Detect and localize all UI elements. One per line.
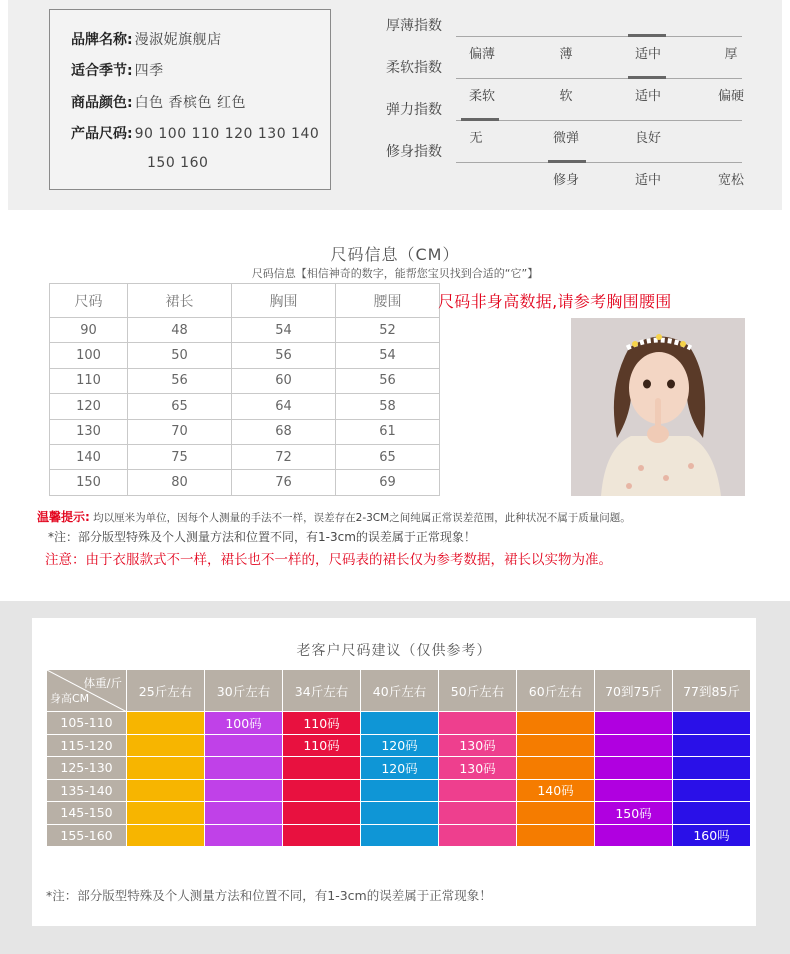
size-suggestion-cell: [595, 734, 673, 757]
cell: 56: [128, 368, 232, 393]
fit-option: 适中: [634, 173, 662, 188]
cell: 120: [50, 394, 128, 419]
size-suggestion-cell: [673, 712, 751, 735]
header-chest: 胸围: [232, 284, 336, 318]
softness-option: 软: [559, 89, 573, 104]
size-suggestion-cell: [439, 802, 517, 825]
size-suggestion-cell: [439, 712, 517, 735]
height-label: 125-130: [47, 757, 127, 780]
suggestion-note: *注：部分版型特殊及个人测量方法和位置不同，有1-3cm的误差属于正常现象！: [46, 888, 492, 903]
cell: 72: [232, 444, 336, 469]
size-suggestion-cell: [517, 712, 595, 735]
size-info-subtitle: 尺码信息【相信神奇的数字，能帮您宝贝找到合适的“它”】: [251, 267, 539, 280]
size-suggestion-cell: [283, 757, 361, 780]
model-photo: [571, 318, 745, 496]
corner-header: [47, 670, 127, 712]
cell: 76: [232, 470, 336, 495]
size-suggestion-cell: 160吗: [673, 824, 751, 847]
size-value-cont: 150 160: [147, 155, 209, 171]
softness-option: 柔软: [468, 89, 496, 104]
cell: 110: [50, 368, 128, 393]
suggestion-grid: [46, 669, 751, 847]
size-suggestion-cell: [673, 757, 751, 780]
suggestion-row: [47, 734, 751, 757]
weight-header: 70到75斤: [595, 670, 673, 712]
warm-tip-label: 温馨提示:: [37, 510, 90, 524]
weight-header: 60斤左右: [517, 670, 595, 712]
table-row: [50, 368, 440, 393]
product-attributes-panel: [8, 0, 782, 210]
season-key: 适合季节:: [71, 63, 133, 79]
cell: 69: [336, 470, 440, 495]
product-info-box: [49, 9, 331, 190]
size-table-header: [50, 284, 440, 318]
elasticity-option: 微弹: [552, 131, 580, 146]
table-row: [50, 444, 440, 469]
weight-header: 50斤左右: [439, 670, 517, 712]
cell: 50: [128, 343, 232, 368]
brand-key: 品牌名称:: [71, 32, 133, 48]
size-table: [49, 283, 440, 496]
table-row: [50, 318, 440, 343]
size-suggestion-cell: [361, 712, 439, 735]
corner-height-label: 身高CM: [50, 692, 90, 705]
size-suggestion-cell: 100码: [205, 712, 283, 735]
measurement-note: *注：部分版型特殊及个人测量方法和位置不同，有1-3cm的误差属于正常现象！: [48, 530, 476, 544]
thickness-option: 薄: [559, 47, 573, 62]
cell: 150: [50, 470, 128, 495]
fit-index-label: 修身指数: [386, 144, 442, 160]
size-suggestion-cell: [517, 734, 595, 757]
cell: 130: [50, 419, 128, 444]
cell: 56: [232, 343, 336, 368]
skirt-length-notice: 注意：由于衣服款式不一样，裙长也不一样的，尺码表的裙长仅为参考数据，裙长以实物为准。: [45, 552, 612, 568]
thickness-marker: [628, 34, 666, 37]
fit-option: 宽松: [717, 173, 745, 188]
cell: 56: [336, 368, 440, 393]
size-suggestion-cell: [127, 802, 205, 825]
cell: 100: [50, 343, 128, 368]
customer-suggestion-section: [0, 601, 790, 954]
weight-header: 40斤左右: [361, 670, 439, 712]
size-value: 90 100 110 120 130 140: [134, 126, 320, 142]
cell: 90: [50, 318, 128, 343]
color-row: [71, 92, 246, 112]
size-suggestion-cell: [361, 802, 439, 825]
size-suggestion-cell: [517, 824, 595, 847]
thickness-index-label: 厚薄指数: [386, 18, 442, 34]
cell: 64: [232, 394, 336, 419]
height-label: 135-140: [47, 779, 127, 802]
cell: 140: [50, 444, 128, 469]
size-suggestion-cell: [205, 779, 283, 802]
cell: 75: [128, 444, 232, 469]
size-suggestion-cell: [205, 757, 283, 780]
cell: 60: [232, 368, 336, 393]
size-suggestion-cell: [361, 779, 439, 802]
elasticity-marker: [461, 118, 499, 121]
elasticity-index-label: 弹力指数: [386, 102, 442, 118]
suggestion-row: [47, 779, 751, 802]
cell: 54: [336, 343, 440, 368]
size-suggestion-cell: [205, 802, 283, 825]
season-row: [71, 60, 164, 80]
size-suggestion-cell: 130码: [439, 734, 517, 757]
softness-option: 偏硬: [717, 89, 745, 104]
suggestion-card: [32, 618, 756, 926]
cell: 52: [336, 318, 440, 343]
color-value: 白色 香槟色 红色: [134, 95, 247, 111]
size-suggestion-cell: [595, 712, 673, 735]
fit-scale-line: [456, 162, 742, 163]
thickness-option: 偏薄: [468, 47, 496, 62]
warm-tip: [37, 508, 631, 525]
size-suggestion-cell: [673, 779, 751, 802]
cell: 68: [232, 419, 336, 444]
size-suggestion-cell: [283, 779, 361, 802]
suggestion-row: [47, 824, 751, 847]
cell: 65: [336, 444, 440, 469]
fit-option: 修身: [552, 173, 580, 188]
size-info-title: 尺码信息（CM）: [330, 245, 460, 264]
size-suggestion-cell: [517, 802, 595, 825]
size-row-cont: [145, 155, 208, 171]
height-label: 105-110: [47, 712, 127, 735]
header-size: 尺码: [50, 284, 128, 318]
warm-tip-text: 均以厘米为单位，因每个人测量的手法不一样，误差存在2-3CM之间纯属正常误差范围，此种状况不属于质量问题。: [89, 512, 631, 524]
thickness-option: 适中: [634, 47, 662, 62]
thickness-option: 厚: [724, 47, 738, 62]
header-waist: 腰围: [336, 284, 440, 318]
size-suggestion-cell: [127, 734, 205, 757]
height-label: 145-150: [47, 802, 127, 825]
suggestion-row: [47, 757, 751, 780]
size-suggestion-cell: [595, 779, 673, 802]
size-suggestion-cell: 110码: [283, 734, 361, 757]
size-suggestion-cell: 120码: [361, 757, 439, 780]
corner-weight-label: 体重/斤: [83, 676, 122, 690]
cell: 65: [128, 394, 232, 419]
table-row: [50, 343, 440, 368]
suggestion-title: 老客户尺码建议（仅供参考）: [296, 643, 492, 659]
size-suggestion-cell: 140码: [517, 779, 595, 802]
size-suggestion-cell: [205, 734, 283, 757]
size-suggestion-cell: 150码: [595, 802, 673, 825]
softness-option: 适中: [634, 89, 662, 104]
girl-photo-illustration: [571, 318, 745, 496]
suggestion-header-row: [47, 670, 751, 712]
size-suggestion-cell: [439, 779, 517, 802]
size-suggestion-cell: [127, 757, 205, 780]
size-suggestion-cell: [283, 824, 361, 847]
height-label: 115-120: [47, 734, 127, 757]
size-suggestion-cell: [439, 824, 517, 847]
suggestion-row: [47, 712, 751, 735]
weight-header: 25斤左右: [127, 670, 205, 712]
table-row: [50, 470, 440, 495]
size-suggestion-cell: [205, 824, 283, 847]
size-suggestion-cell: [361, 824, 439, 847]
cell: 58: [336, 394, 440, 419]
table-row: [50, 419, 440, 444]
elasticity-option: 良好: [634, 131, 662, 146]
size-key: 产品尺码:: [71, 126, 133, 142]
size-note-red: 尺码非身高数据,请参考胸围腰围: [438, 292, 672, 311]
size-suggestion-cell: 130码: [439, 757, 517, 780]
cell: 54: [232, 318, 336, 343]
weight-header: 77到85斤: [673, 670, 751, 712]
color-key: 商品颜色:: [71, 95, 133, 111]
size-suggestion-cell: [517, 757, 595, 780]
size-row: [71, 123, 319, 143]
weight-header: 34斤左右: [283, 670, 361, 712]
brand-row: [71, 29, 222, 49]
size-suggestion-cell: [595, 824, 673, 847]
size-suggestion-cell: [595, 757, 673, 780]
size-suggestion-cell: [673, 802, 751, 825]
fit-marker: [548, 160, 586, 163]
season-value: 四季: [134, 63, 164, 79]
size-suggestion-cell: [127, 824, 205, 847]
size-suggestion-cell: [127, 779, 205, 802]
size-suggestion-cell: [283, 802, 361, 825]
size-suggestion-cell: 110码: [283, 712, 361, 735]
height-label: 155-160: [47, 824, 127, 847]
cell: 80: [128, 470, 232, 495]
size-suggestion-cell: [127, 712, 205, 735]
table-row: [50, 394, 440, 419]
weight-header: 30斤左右: [205, 670, 283, 712]
cell: 61: [336, 419, 440, 444]
cell: 48: [128, 318, 232, 343]
thickness-scale-line: [456, 36, 742, 37]
softness-index-label: 柔软指数: [386, 60, 442, 76]
size-suggestion-cell: 120码: [361, 734, 439, 757]
cell: 70: [128, 419, 232, 444]
elasticity-option: 无: [469, 131, 483, 146]
softness-scale-line: [456, 78, 742, 79]
header-skirt-length: 裙长: [128, 284, 232, 318]
size-suggestion-cell: [673, 734, 751, 757]
suggestion-row: [47, 802, 751, 825]
brand-value: 漫淑妮旗舰店: [134, 32, 222, 48]
softness-marker: [628, 76, 666, 79]
